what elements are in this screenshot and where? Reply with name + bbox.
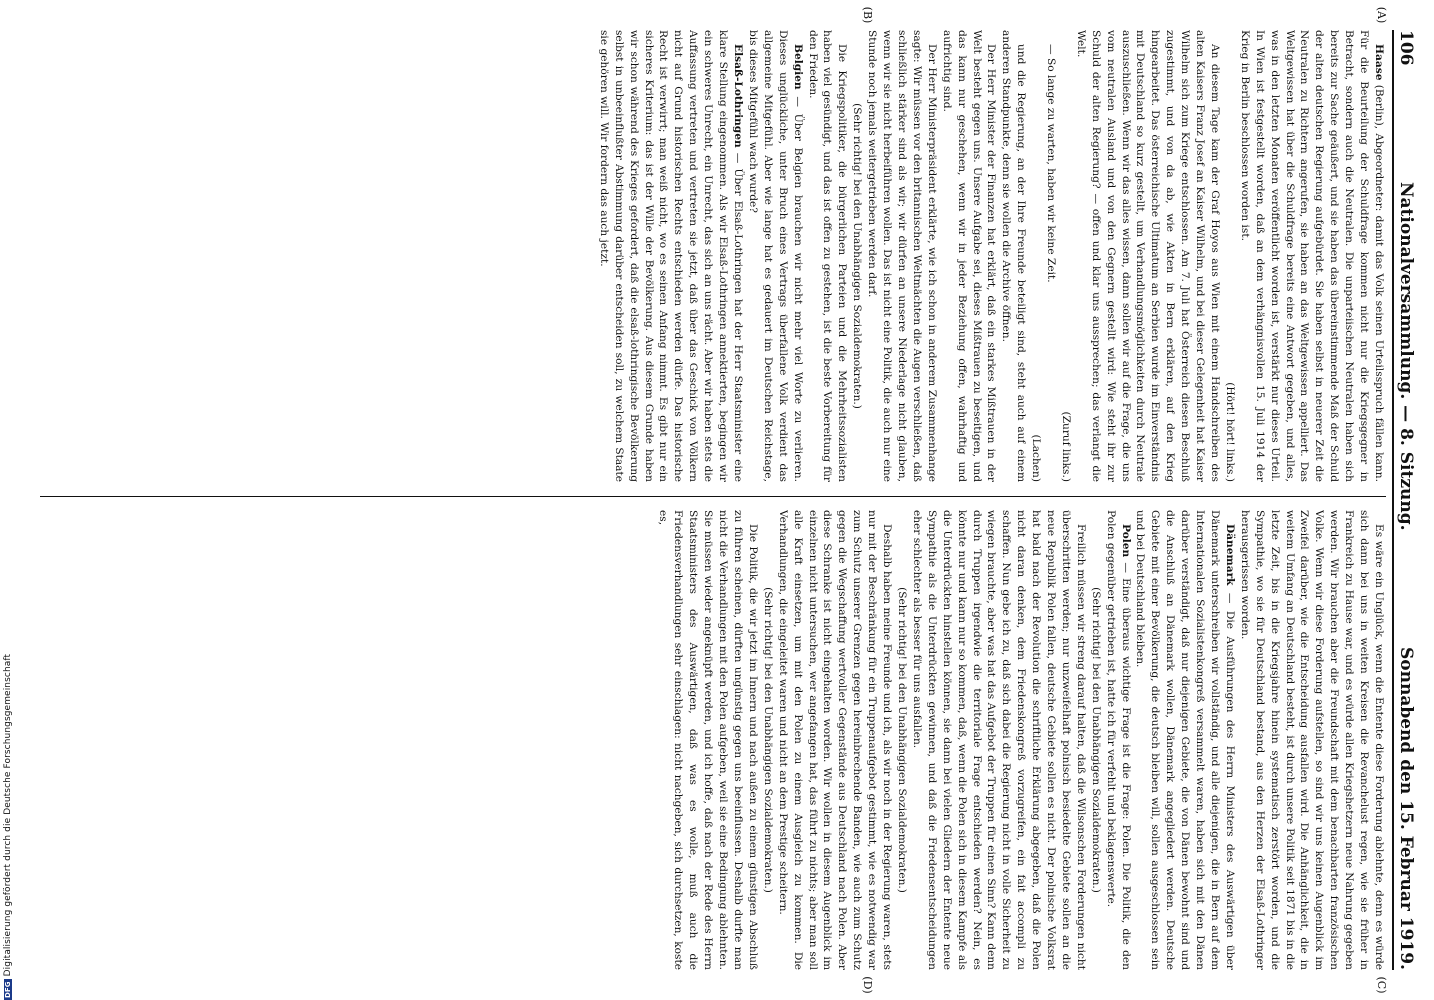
interjection: (Sehr richtig! bei den Unabhängigen Sozialdemokraten.): [761, 587, 774, 893]
paragraph: Haase (Berlin), Abgeordneter: damit das Volk seinen Urteilsspruch fällen kann. Für die Beurteilung der Schuldfrage kommen nicht nur die Kriegsgegner in Betracht, sondern auch die Neutralen. Die unparteiischen Neutralen haben sich bereits zur Sache geäußert, und sie haben das übereinstimmende Maß der Schuld der alten deutschen Regierung aufgebürdet. Sie haben selbst in neuerer Zeit die Neutralen zu Richtern angerufen, sie haben an das Weltgewissen appelliert. Das Weltgewissen hat über die Schuldfrage bereits eine Antwort gegeben, und alles, was in den letzten Monaten veröffentlicht worden ist, verstärkt nur dieses Urteil. In Wien ist festgestellt worden, daß an dem verhängnisvollen 15. Juli 1914 der Krieg in Berlin beschlossen worden ist.: [1238, 30, 1385, 482]
page-title: Nationalversammlung. — 8. Sitzung.: [1396, 182, 1416, 531]
rotated-page-content: [20, 0, 1434, 1000]
margin-marker-b: (B): [861, 6, 874, 24]
paragraph: Belgien — Über Belgien brauchen wir nicht mehr viel Worte zu verlieren. Dieses unglückliche, unter Bruch eines Vertrags überfallene Volk verdient das allgemeine Mitgefühl. Aber wie lange hat es gedauert im Deutschen Reichstage, bis dieses Mitgefühl wach wurde?: [746, 30, 804, 482]
paragraph: Deshalb haben meine Freunde und ich, als wir noch in der Regierung waren, stets nur mit der Beschränkung für ein Truppenaufgebot gestimmt, wie es notwendig war zum Schutz unserer Grenzen gegen hereinbrechende Banden, wie auch zum Schutz gegen die Wegschaffung wertvoller Gegenstände aus Deutschland nach Polen. Aber diese Schranke ist nicht eingehalten worden. Wir wollen in diesem Augenblick im einzelnen nicht untersuchen, wer angefangen hat, das führt zu nichts; aber man soll alle Kraft einsetzen, um mit den Polen zu einem Ausgleich zu kommen. Die Verhandlungen, die eingeleitet waren und nicht an dem Prestige scheitern.: [776, 510, 894, 970]
interjection: (Zuruf links.): [1059, 411, 1072, 482]
paragraph: An diesem Tage kam der Graf Hoyos aus Wien mit einem Handschreiben des alten Kaisers Franz Josef an Kaiser Wilhelm, und bei dieser Gelegenheit hat Kaiser Wilhelm sich zum Kriege entschlossen. Am 7. Juli hat Österreich diesen Beschluß zugestimmt, und von da ab, wie Akten in Bern erklären, auf den Krieg hingearbeitet. Das österreichische Ultimatum an Serbien wurde im Einverständnis mit Deutschland so kurz gestellt, um Verhandlungsmöglichkeiten durch Neutrale auszuschließen. Wenn wir das alles wissen, dann sollen wir auf die Frage, die uns vom neutralen Ausland und von den Gegnern gestellt wird: Wie steht ihr zur Schuld der alten Regierung? — offen und klar uns aussprechen; das verlangt die Welt.: [1074, 30, 1222, 482]
keyword: Dänemark: [1223, 524, 1236, 586]
dfg-logo: DFG: [4, 981, 12, 998]
paragraph: Der Herr Minister der Finanzen hat erklärt, daß ein starkes Mißtrauen in der Welt besteht gegen uns. Unsere Aufgabe sei, dieses Mißtrauen zu beseitigen, und das kann nur geschehen, wenn wir in jeder Beziehung offen, wahrhaftig und aufrichtig sind.: [940, 30, 998, 482]
interjection: (Sehr richtig! bei den Unabhängigen Sozialdemokraten.): [851, 103, 864, 409]
digitization-notice-text: Digitalisierung gefördert durch die Deutsche Forschungsgemeinschaft: [3, 653, 13, 977]
interjection: (Hört! hört! links.): [1223, 382, 1236, 482]
header-rule: [1392, 30, 1394, 970]
paragraph: und die Regierung, an der Ihre Freunde beteiligt sind, steht auch auf einem anderen Standpunkte, denn sie wollen die Archive öffnen.: [1000, 30, 1028, 482]
interjection: (Lachen): [1030, 434, 1043, 482]
margin-marker-c: (C): [1375, 976, 1388, 994]
digitization-notice: [0, 0, 16, 1000]
page-date: Sonnabend den 15. Februar 1919.: [1396, 647, 1416, 970]
paragraph: Elsaß-Lothringen — Über Elsaß-Lothringen hat der Herr Staatsminister eine klare Stellung eingenommen. Als wir Elsaß-Lothringen annektierten, begingen wir ein schweres Unrecht, ein Unrecht, das sich an uns rächt. Aber wir haben stets die Auffassung vertreten und vertreten sie jetzt, daß über das Geschick von Völkern nicht auf Grund historischen Rechts entschieden werden dürfe. Das historische Recht ist verwirrt; man weiß nicht, wo es seinen Anfang nimmt. Es gibt nur ein sicheres Kriterium: das ist der Wille der Bevölkerung. Aus diesem Grunde haben wir schon während des Krieges gefordert, daß die elsaß-lothringische Bevölkerung selbst in unbeeinflußter Abstimmung darüber entscheiden soll, zu welchem Staate sie gehören will. Wir fordern das auch jetzt.: [597, 30, 745, 482]
paragraph: Die Kriegspolitiker, die bürgerlichen Parteien und die Mehrheitssozialisten haben viel gesündigt, und das ist offen zu gestehen, ist die beste Vorbereitung für den Frieden.: [806, 30, 849, 482]
keyword: Polen: [1119, 524, 1132, 558]
speaker-name: Haase: [1373, 44, 1385, 81]
paragraph: Es wäre ein Unglück, wenn die Entente diese Forderung ablehnte, denn es würde sich dann bei uns in weiten Kreisen die Revanchelust regen, wie sie früher in Frankreich zu Hause war, und es würde allen Kriegshetzern neue Nahrung gegeben werden. Wir brauchen aber die Freundschaft mit dem benachbarten französischen Volke. Wenn wir diese Forderung aufstellen, so sind wir uns keinen Augenblick im Zweifel darüber, wie die Entscheidung ausfallen wird. Die Anhänglichkeit, die in weitem Umfang an Deutschland besteht, ist durch unsere Politik seit 1871 bis in die letzte Zeit, bis in die Kriegsjahre hinein systematisch zerstört worden, und die Sympathie, wo sie für Deutschland bestand, aus den Herzen der Elsaß-Lothringer herausgerissen worden.: [1238, 510, 1385, 970]
paragraph: Freilich müssen wir streng darauf halten, daß die Wilsonschen Forderungen nicht überschritten werden; nur unzweifelhaft polnisch besiedelte Gebiete sollen an die neue Republik Polen fallen, deutsche Gebiete sollen es nicht. Der polnische Volksrat hat bald nach der Revolution die schriftliche Erklärung abgegeben, daß die Polen nicht daran denken, dem Friedenskongreß vorzugreifen, ein fait accompli zu schaffen. Nun gebe ich zu, daß sich dabei die Regierung nicht in volle Sicherheit zu wiegen brauchte, aber was hat das Aufgebot der Truppen für einen Sinn? Kann denn durch Truppen irgendwie die territoriale Frage entschieden werden? Nein, es könnte nur und kann nur so kommen, daß, wenn die Polen sich in diesem Kampfe als die Unterdrückten hinstellen können, sie dann bei vielen Gliedern der Entente neue Sympathie als die Unterdrückten gewinnen, und daß die Friedensentscheidungen eher schlechter als besser für uns ausfallen.: [910, 510, 1087, 970]
paragraph: Der Herr Ministerpräsident erklärte, wie ich schon in anderem Zusammenhange sagte: Wir müssen vor den britannischen Weltmächten die Augen verschließen, daß schließlich stärker sind als wir; wir dürfen an unsere Niederlage nicht glauben, wenn wir sie nicht herbeiführen wollen. Das ist nicht eine Politik, die auch nur eine Stunde noch jemals weitergetrieben werden darf.: [866, 30, 938, 482]
paragraph: — So lange zu warten, haben wir keine Zeit.: [1045, 44, 1058, 283]
margin-marker-d: (D): [861, 976, 874, 994]
interjection: (Sehr richtig! bei den Unabhängigen Sozialdemokraten.): [1089, 587, 1102, 893]
scanned-page: [20, 0, 1434, 1000]
margin-marker-a: (A): [1375, 6, 1388, 24]
paragraph: Polen — Eine überaus wichtige Frage ist die Frage: Polen. Die Politik, die den Polen gegenüber getrieben ist, hatte ich für verfehlt und beklagenswerte.: [1104, 510, 1132, 970]
paragraph: Dänemark — Die Ausführungen des Herrn Ministers des Auswärtigen über Dänemark unterschreiben wir vollständig, und alle diejenigen, die in Bern auf dem Internationalen Sozialistenkongreß versammelt waren, haben sich mit den Dänen darüber verständigt, daß nur diejenigen Gebiete, die von Dänen bewohnt sind und die Anschluß an Dänemark wollen, Dänemark angegliedert werden. Deutsche Gebiete mit einer Bevölkerung, die deutsch bleiben will, sollen ausgeschlossen sein und bei Deutschland bleiben.: [1134, 510, 1236, 970]
right-column: [40, 510, 1386, 970]
left-column: [40, 30, 1386, 482]
paragraph: Die Politik, die wir jetzt im Innern und nach außen zu einem günstigen Abschluß zu führen scheinen, dürften ungünstig gegen uns beeinflussen. Deshalb durfte man nicht die Verhandlungen mit den Polen aufgeben, weil sie eine Bedingung ablehnten. Sie müssen wieder angeknüpft werden, und ich hoffe, daß nach der Rede des Herrn Staatsministers des Auswärtigen, daß was es wolle, muß auch die Friedensverhandlungen sehr einschlagen: nicht nachgeben, sich durchsetzen, koste es,: [657, 510, 759, 970]
keyword: Belgien: [791, 44, 804, 90]
keyword: Elsaß-Lothringen: [732, 44, 745, 148]
page-number: 106: [1396, 30, 1416, 66]
page-header: [1396, 30, 1424, 970]
interjection: (Sehr richtig! bei den Unabhängigen Sozialdemokraten.): [896, 587, 908, 893]
column-divider: [40, 496, 1386, 497]
